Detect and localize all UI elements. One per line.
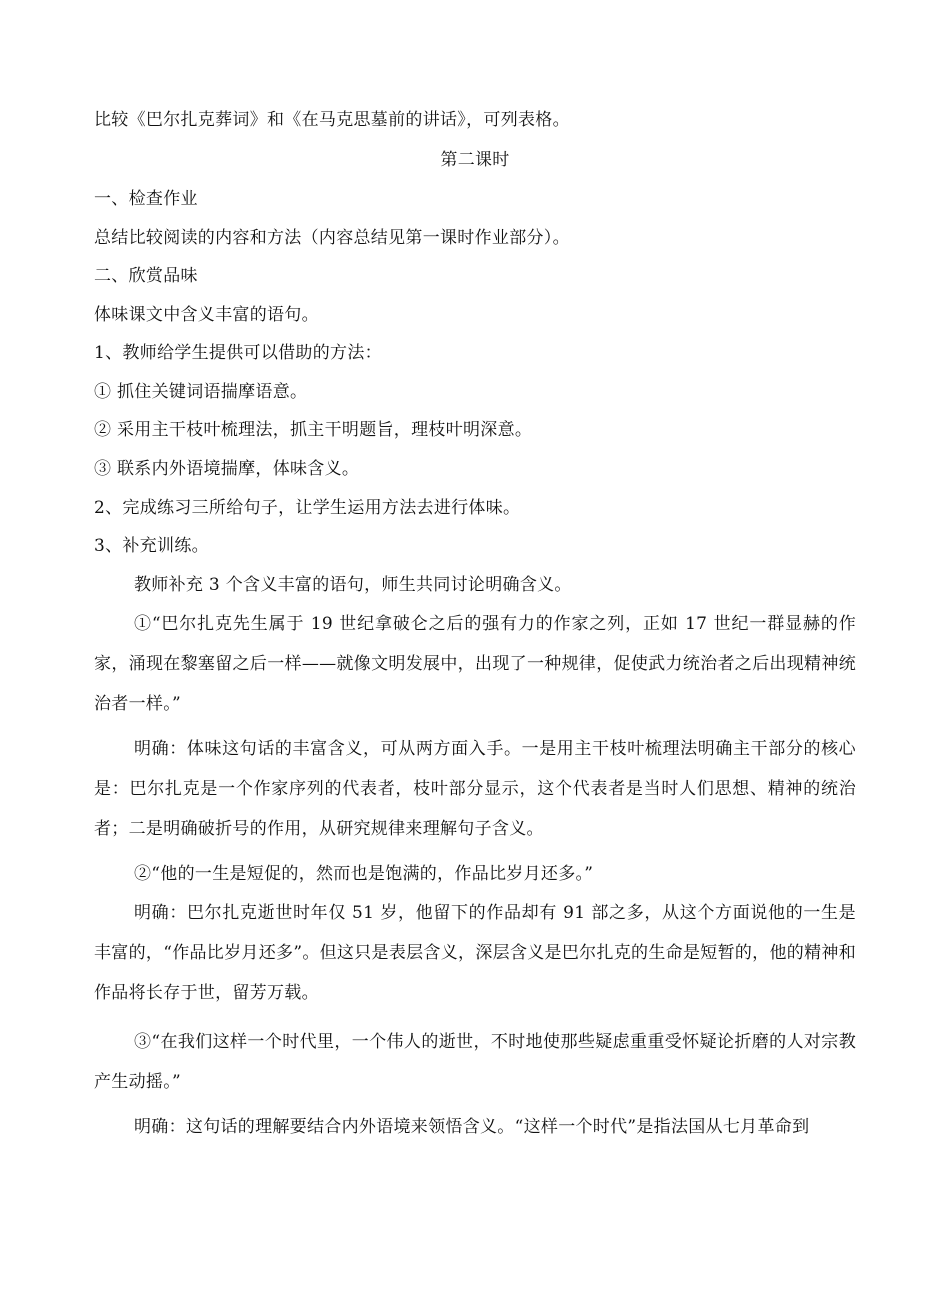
step-2: 2、完成练习三所给句子，让学生运用方法去进行体味。	[94, 498, 521, 518]
step-1: 1、教师给学生提供可以借助的方法：	[94, 343, 382, 363]
answer-2: 明确：巴尔扎克逝世时年仅 51 岁，他留下的作品却有 91 部之多，从这个方面说他的一生是丰富的，“作品比岁月还多”。但这只是表层含义，深层含义是巴尔扎克的生命是短暂的，他的精神和作品将长存于世，留芳万载。	[94, 903, 856, 1003]
supplement-text: 教师补充 3 个含义丰富的语句，师生共同讨论明确含义。	[134, 575, 572, 595]
method-1: ① 抓住关键词语揣摩语意。	[94, 382, 308, 402]
quote-3: ③“在我们这样一个时代里，一个伟人的逝世，不时地使那些疑虑重重受怀疑论折磨的人对宗教产生动摇。”	[94, 1032, 856, 1092]
quote-2: ②“他的一生是短促的，然而也是饱满的，作品比岁月还多。”	[134, 864, 594, 884]
heading-check-homework: 一、检查作业	[94, 189, 198, 209]
method-3: ③ 联系内外语境揣摩，体味含义。	[94, 459, 360, 479]
section-title: 第二课时	[440, 150, 510, 170]
step-3: 3、补充训练。	[94, 536, 209, 556]
intro-line: 比较《巴尔扎克葬词》和《在马克思墓前的讲话》，可列表格。	[94, 110, 570, 130]
method-2: ② 采用主干枝叶梳理法，抓主干明题旨，理枝叶明深意。	[94, 420, 533, 440]
quote-1: ①“巴尔扎克先生属于 19 世纪拿破仑之后的强有力的作家之列，正如 17 世纪一群显赫的作家，涌现在黎塞留之后一样——就像文明发展中，出现了一种规律，促使武力统治者之后出现精神统治者一样。”	[94, 614, 856, 714]
heading-appreciation: 二、欣赏品味	[94, 266, 198, 286]
answer-1: 明确：体味这句话的丰富含义，可从两方面入手。一是用主干枝叶梳理法明确主干部分的核心是：巴尔扎克是一个作家序列的代表者，枝叶部分显示，这个代表者是当时人们思想、精神的统治者；二是明确破折号的作用，从研究规律来理解句子含义。	[94, 739, 856, 839]
answer-3: 明确：这句话的理解要结合内外语境来领悟含义。“这样一个时代”是指法国从七月革命到	[134, 1117, 810, 1137]
check-homework-text: 总结比较阅读的内容和方法（内容总结见第一课时作业部分）。	[94, 228, 570, 248]
appreciation-text: 体味课文中含义丰富的语句。	[94, 305, 319, 325]
